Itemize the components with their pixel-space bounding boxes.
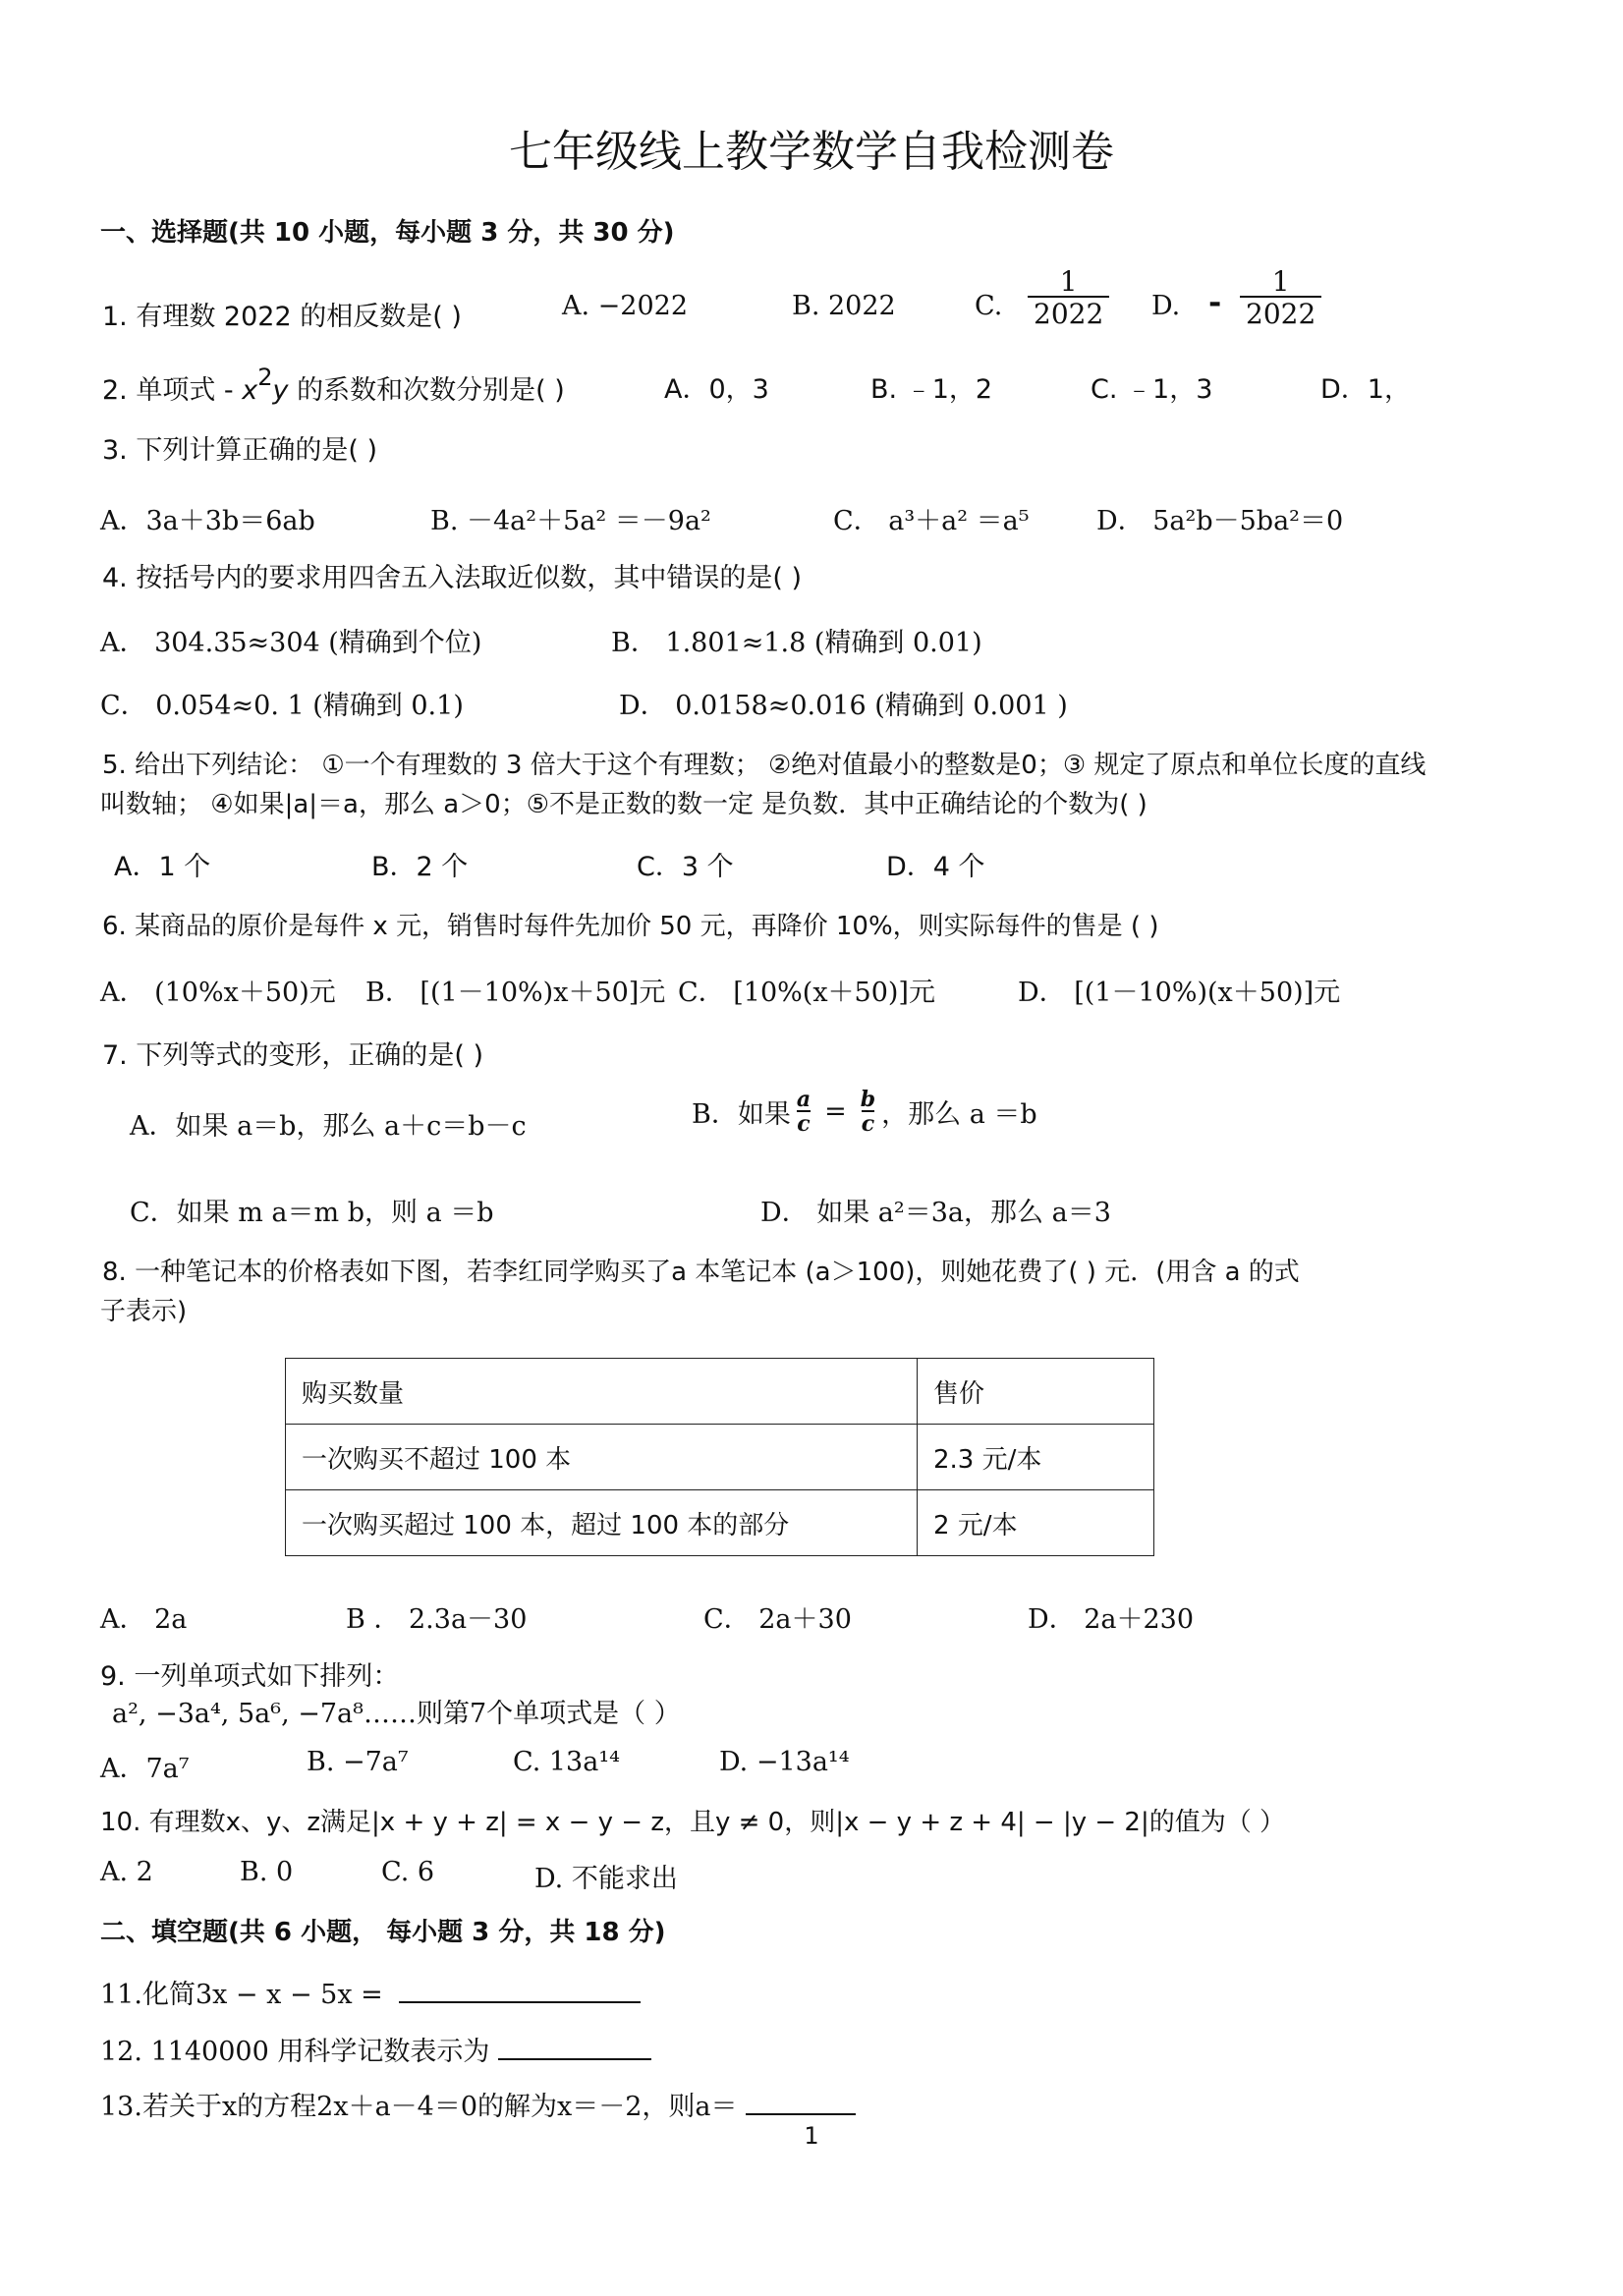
q5-option-d: D．4 个 (886, 852, 985, 882)
page-number: 1 (804, 2122, 819, 2150)
q3-option-b: B. －4a²＋5a² ＝－9a² (430, 506, 711, 536)
q8-option-a: A． 2a (100, 1604, 188, 1635)
q1-option-d: D. (1151, 291, 1181, 321)
q7-b-equals: = (824, 1096, 847, 1127)
q2-stem (102, 364, 565, 407)
table-header-cell: 售价 (918, 1359, 1154, 1425)
q7-b-fraction-right (861, 1089, 875, 1135)
q4-option-c: C． 0.054≈0. 1 (精确到 0.1) (100, 691, 464, 721)
table-cell: 一次购买超过 100 本，超过 100 本的部分 (286, 1490, 918, 1556)
q10-option-a: A. 2 (100, 1857, 153, 1887)
q12-text: 12. 1140000 用科学记数表示为 (100, 2037, 490, 2067)
q7-option-c: C．如果 m a＝m b，则 a ＝b (130, 1198, 494, 1228)
q6-option-d: D． [(1－10%)(x＋50)]元 (1018, 978, 1341, 1008)
q2-option-b: B. ﹣1，2 (870, 374, 993, 405)
q1-stem: 1. 有理数 2022 的相反数是( ) (102, 302, 462, 332)
q7-b-prefix: B．如果 (692, 1099, 791, 1130)
q6-stem: 6. 某商品的原价是每件 x 元，销售时每件先加价 50 元，再降价 10%，则实际每件的售是 ( ) (102, 912, 1159, 941)
q2-option-c: C. ﹣1，3 (1091, 374, 1213, 405)
price-table (285, 1358, 1154, 1556)
table-cell: 2 元/本 (918, 1490, 1154, 1556)
q2-var-x: x (242, 375, 258, 406)
q1-fraction-c (1028, 267, 1109, 329)
q9-line-1: 9. 一列单项式如下排列： (100, 1661, 400, 1692)
q10-stem: 10. 有理数x、y、z满足|x + y + z| = x − y − z，且y ≠ 0，则|x − y + z + 4| − |y − 2|的值为（ ） (100, 1808, 1285, 1837)
q2-stem-start: 2. 单项式 - (102, 375, 234, 406)
q10-option-b: B. 0 (240, 1857, 294, 1887)
q6-option-c: C． [10%(x＋50)]元 (678, 978, 935, 1008)
q2-option-d: D．1， (1320, 374, 1411, 405)
q13 (100, 2085, 856, 2123)
q4-option-b: B． 1.801≈1.8 (精确到 0.01) (611, 628, 982, 658)
q1-fraction-d (1240, 267, 1321, 329)
q2-stem-end: 的系数和次数分别是( ) (297, 375, 565, 406)
q9-option-b: B. −7a⁷ (307, 1747, 409, 1777)
q8-option-d: D． 2a＋230 (1028, 1604, 1195, 1635)
fraction-numerator: a (796, 1087, 812, 1112)
q3-option-c: C． a³＋a² ＝a⁵ (833, 506, 1030, 536)
q5-option-b: B．2 个 (371, 852, 469, 882)
q4-stem: 4. 按括号内的要求用四舍五入法取近似数，其中错误的是( ) (102, 563, 802, 593)
q1-minus-sign: - (1208, 283, 1222, 320)
q2-option-a: A．0，3 (664, 374, 769, 405)
section-1-heading: 一、选择题(共 10 小题，每小题 3 分，共 30 分) (100, 218, 675, 248)
q8-option-b: B ． 2.3a－30 (346, 1604, 528, 1635)
page-title: 七年级线上教学数学自我检测卷 (509, 127, 1114, 177)
q12 (100, 2030, 651, 2068)
q3-option-d: D． 5a²b－5ba²＝0 (1096, 506, 1344, 536)
q2-exponent: 2 (257, 364, 273, 391)
fraction-denominator: 2022 (1240, 296, 1321, 328)
q7-option-d: D． 如果 a²＝3a，那么 a＝3 (760, 1198, 1111, 1228)
q3-stem: 3. 下列计算正确的是( ) (102, 435, 377, 466)
q2-var-y: y (272, 375, 289, 406)
q7-b-fraction-left (797, 1089, 811, 1135)
answer-blank[interactable] (746, 2113, 856, 2115)
q5-option-c: C．3 个 (637, 852, 734, 882)
q1-option-b: B. 2022 (792, 291, 896, 321)
fraction-denominator: c (797, 1111, 811, 1137)
answer-blank[interactable] (498, 2058, 651, 2060)
q7-stem: 7. 下列等式的变形，正确的是( ) (102, 1040, 483, 1071)
q11-text: 11.化简3x − x − 5x = (100, 1980, 383, 2010)
fraction-numerator: b (860, 1087, 876, 1112)
q1-option-c: C. (975, 291, 1003, 321)
section-2-heading: 二、填空题(共 6 小题， 每小题 3 分，共 18 分) (100, 1918, 666, 1947)
table-row (286, 1425, 1154, 1490)
table-header-cell: 购买数量 (286, 1359, 918, 1425)
fraction-denominator: c (861, 1111, 875, 1137)
q8-option-c: C． 2a＋30 (703, 1604, 852, 1635)
q9-option-c: C. 13a¹⁴ (513, 1747, 620, 1777)
q7-option-b (692, 1089, 1037, 1135)
fraction-numerator: 1 (1059, 265, 1078, 298)
q9-line-2: a², −3a⁴, 5a⁶, −7a⁸……则第7个单项式是（ ） (112, 1699, 681, 1729)
table-row (286, 1359, 1154, 1425)
q6-option-b: B． [(1－10%)x＋50]元 (365, 978, 666, 1008)
q5-option-a: A．1 个 (114, 852, 211, 882)
fraction-numerator: 1 (1271, 265, 1290, 298)
q8-line-2: 子表示) (100, 1297, 188, 1326)
q4-option-a: A． 304.35≈304 (精确到个位) (100, 628, 482, 658)
q1-option-a: A. −2022 (562, 291, 688, 321)
q7-option-a: A．如果 a＝b，那么 a＋c＝b－c (130, 1111, 527, 1142)
table-cell: 2.3 元/本 (918, 1425, 1154, 1490)
q9-option-d: D. −13a¹⁴ (719, 1747, 850, 1777)
q4-option-d: D． 0.0158≈0.016 (精确到 0.001 ) (619, 691, 1068, 721)
q10-option-c: C. 6 (381, 1857, 435, 1887)
q6-option-a: A． (10%x＋50)元 (100, 978, 336, 1008)
q8-line-1: 8. 一种笔记本的价格表如下图，若李红同学购买了a 本笔记本 (a＞100)，则她花费了( ) 元．(用含 a 的式 (102, 1258, 1300, 1287)
fraction-denominator: 2022 (1028, 296, 1109, 328)
q5-line-2: 叫数轴； ④如果|a|＝a，那么 a＞0；⑤不是正数的数一定 是负数．其中正确结论的个数为( ) (100, 790, 1147, 819)
q10-option-d: D. 不能求出 (534, 1864, 678, 1894)
q13-text: 13.若关于x的方程2x＋a－4＝0的解为x＝－2，则a＝ (100, 2092, 738, 2122)
q5-line-1: 5. 给出下列结论： ①一个有理数的 3 倍大于这个有理数； ②绝对值最小的整数是0；③ 规定了原点和单位长度的直线 (102, 751, 1427, 780)
q9-option-a: A．7a⁷ (100, 1754, 190, 1784)
q3-option-a: A．3a＋3b＝6ab (100, 506, 315, 536)
table-cell: 一次购买不超过 100 本 (286, 1425, 918, 1490)
q7-b-suffix: ，那么 a ＝b (881, 1099, 1037, 1130)
q11 (100, 1973, 641, 2011)
answer-blank[interactable] (399, 2001, 641, 2003)
table-row (286, 1490, 1154, 1556)
